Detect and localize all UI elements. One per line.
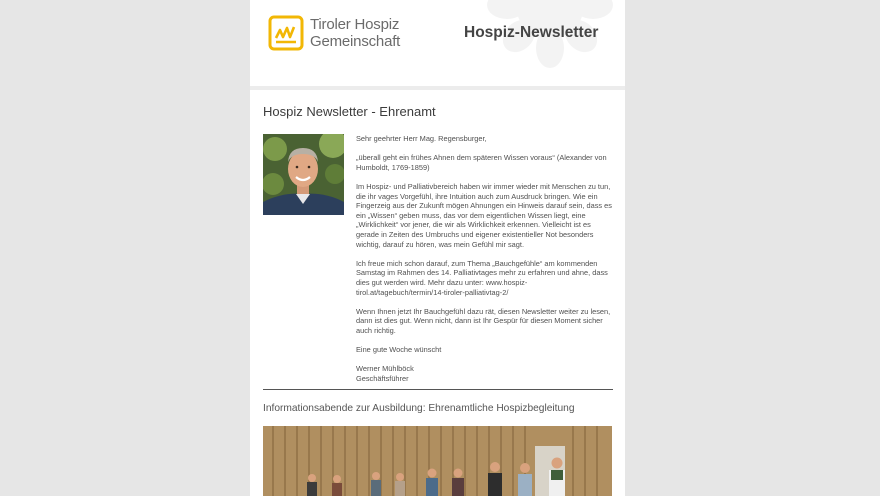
logo-line-2: Gemeinschaft (310, 33, 401, 50)
group-photo (263, 426, 612, 496)
intro-block (263, 134, 613, 383)
portrait-photo (263, 134, 344, 215)
newsletter-header (250, 0, 625, 86)
decorative-flower-watermark (475, 0, 625, 86)
section-heading-ehrenamt: Hospiz Newsletter - Ehrenamt (263, 104, 436, 119)
logo-wordmark (310, 16, 400, 50)
hospiz-logo[interactable] (268, 15, 400, 51)
paragraph-palliativtag: Ich freue mich schon darauf, zum Thema „Bauchgefühle“ am kommenden Samstag im Rahmen des 14. Palliativtages mehr zu erfahren und ahne, dass dies gut werden wird. Mehr dazu unter: www.hospiz-tirol.at/tagebuch/termin/14-tiroler-palliativtag-2/ (356, 258, 608, 297)
newsletter-title: Hospiz-Newsletter (464, 24, 599, 41)
portrait-illustration (263, 134, 344, 215)
logo-mark-icon (268, 15, 304, 51)
section-heading-informationsabende: Informationsabende zur Ausbildung: Ehrenamtliche Hospizbegleitung (263, 403, 575, 415)
signature-name: Werner Mühlböck (356, 364, 414, 374)
signature-role: Geschäftsführer (356, 373, 409, 383)
paragraph-intuition: Im Hospiz- und Palliativbereich haben wir immer wieder mit Menschen zu tun, die ihr vages Vorgefühl, ihre Intuition auch zum Ausdruck bringen. Wie ein Fingerzeig aus der Zukunft mögen Ahnungen ein Hinweis darauf sein, dass es ein „Wissen“ geben muss, das vor dem eigentlichen Wissen liegt, eine „Wirklichkeit“ vor jener, die wir als Wirklichkeit erkennen. Vielleicht ist es gerade in Zeiten des Umbruchs und eigener existentieller Not besonders wichtig, darauf zu hören, was mein Gefühl mir sagt. (356, 181, 612, 249)
humboldt-quote: „überall geht ein frühes Ahnen dem späteren Wissen voraus“ (Alexander von Humboldt, 1769-1859) (356, 153, 607, 172)
newsletter-email (250, 0, 625, 496)
group-photo-illustration (263, 426, 612, 496)
section-divider (263, 389, 613, 390)
editorial-text (356, 134, 613, 383)
logo-line-1: Tiroler Hospiz (310, 16, 400, 33)
closing-line: Eine gute Woche wünscht (356, 345, 442, 355)
greeting: Sehr geehrter Herr Mag. Regensburger, (356, 134, 487, 143)
newsletter-content (250, 90, 625, 496)
paragraph-bauchgefuehl: Wenn Ihnen jetzt Ihr Bauchgefühl dazu rät, diesen Newsletter weiter zu lesen, dann ist dies gut. Wenn nicht, dann ist Ihr Gespür für diesen Moment sicher auch richtig. (356, 306, 611, 335)
